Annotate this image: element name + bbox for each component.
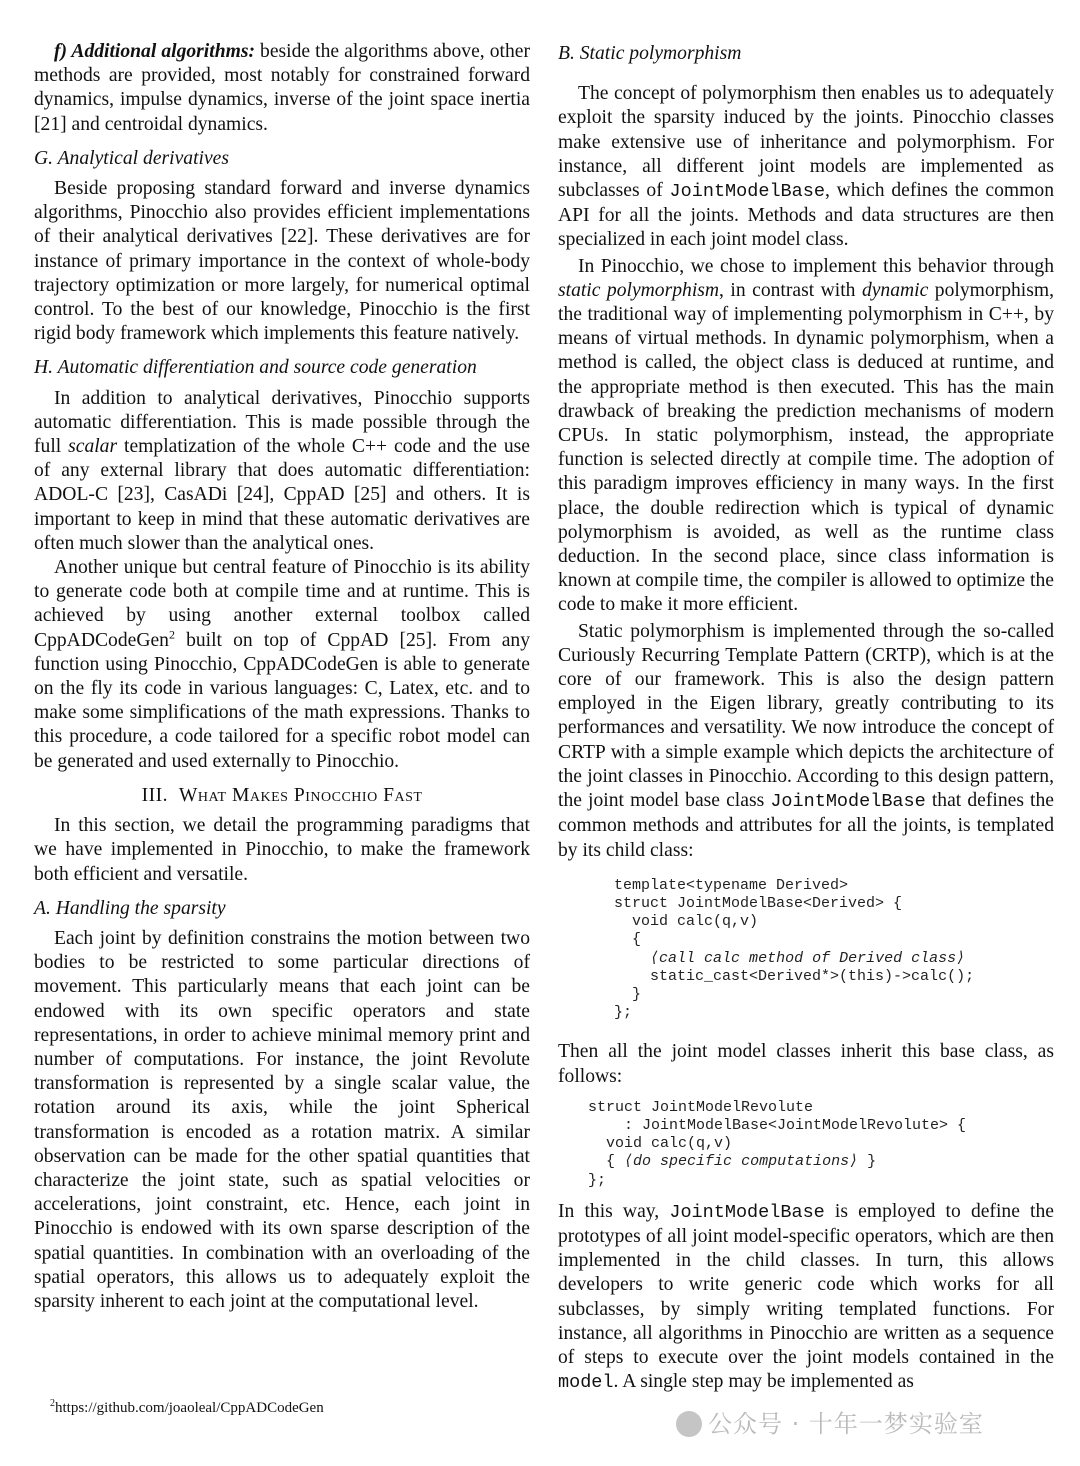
paragraph-section-intro: In this section, we detail the programming paradigms that we have implemented in Pinocchio, to make the framework both efficient and versatile. <box>34 815 530 885</box>
paragraph-polymorphism-concept: The concept of polymorphism then enables us to adequately exploit the sparsity induced by the joints. Pinocchio classes make extensive use of inheritance and polymorphism. For instance, all different joint models are implemented as subclasses of JointModelBase, which defines the common API for all the joints. Methods and data structures are then specialized in each joint model class. <box>558 83 1054 251</box>
subsection-title-analytical-derivatives: G. Analytical derivatives <box>34 147 229 169</box>
subsection-title-static-polymorphism: B. Static polymorphism <box>558 43 742 64</box>
footnote-marker: 2 <box>168 627 175 642</box>
paragraph-additional-algorithms: f) Additional algorithms: beside the algorithms above, other methods are provided, most notably for constrained forward dynamics, impulse dynamics, inverse of the joint space inertia [21] and centroidal dynamics. <box>34 41 530 135</box>
code-comment: ⟨do specific computations⟩ <box>624 1153 859 1171</box>
paragraph-inherit: Then all the joint model classes inherit this base class, as follows: <box>558 1041 1054 1087</box>
paragraph-static-vs-dynamic: In Pinocchio, we chose to implement this behavior through static polymorphism, in contrast with dynamic polymorphism, the traditional way of implementing polymorphism in C++, by means of virtual methods. In dynamic polymorphism, when a method is called, the object class is deduced at runtime, and the appropriate method is then executed. This has the main drawback of breaking the prediction mechanisms of modern CPUs. In static polymorphism, instead, the appropriate function is selected directly at compile time. The adoption of this paradigm improves efficiency in many ways. In the first place, the double redirection which is typical of dynamic polymorphism is avoided, as well as the runtime class deduction. In the second place, since class information is known at compile time, the compiler is allowed to optimize the code to make it more efficient. <box>558 255 1054 616</box>
watermark: 公众号 · 十年一梦实验室 <box>676 1404 984 1439</box>
footnote-url: https://github.com/joaoleal/CppADCodeGen <box>55 1400 324 1416</box>
section-title-what-makes-pinocchio-fast: III. What Makes Pinocchio Fast <box>141 784 423 806</box>
paragraph-generic-code: In this way, JointModelBase is employed to define the prototypes of all joint model-specific operators, which are then implemented in the child classes. In turn, this allows developers to write generic code which works for all subclasses, by simply writing templated functions. For instance, all algorithms in Pinocchio are written as a sequence of steps to execute over the joint models contained in the model. A single step may be implemented as <box>558 1200 1054 1394</box>
paragraph-analytical-derivatives: Beside proposing standard forward and inverse dynamics algorithms, Pinocchio also provides efficient implementations of their analytical derivatives [22]. These derivatives are for instance of primary importance in the context of whole-body trajectory optimization or more largely, for numerical optimal control. To the best of our knowledge, Pinocchio is the first rigid body framework which implements this feature natively. <box>34 178 530 345</box>
run-in-heading: f) Additional algorithms: <box>54 41 255 62</box>
paragraph-autodiff-1: In addition to analytical derivatives, Pinocchio supports automatic differentiation. This is made possible through the full scalar templatization of the whole C++ code and the use of any external library that does automatic differentiation: ADOL-C [23], CasADi [24], CppAD [25] and others. It is important to keep in mind that these automatic derivatives are often much slower than the analytical ones. <box>34 387 531 554</box>
paragraph-handling-sparsity: Each joint by definition constrains the motion between two bodies to be restricted to some particular directions of movement. This particularly means that each joint can be endowed with its own specific operators and state representations, in order to achieve minimal memory print and number of computations. For instance, the joint Revolute transformation is represented by a single scalar value, the rotation around its axis, while the joint Spherical transformation is encoded as a rotation matrix. A similar observation can be made for the other spatial quantities that characterize the joint state, such as spatial velocities or accelerations, joint constraint, etc. Hence, each joint in Pinocchio is endowed with its own sparse description of the spatial quantities. In combination with an overloading of the spatial operators, this allows us to adequately exploit the sparsity inherent to each joint at the computational level. <box>34 927 530 1312</box>
subsection-title-automatic-differentiation: H. Automatic differentiation and source code generation <box>34 357 477 379</box>
footnote: $^2$https://github.com/joaoleal/CppADCodeGen <box>50 1398 324 1416</box>
wechat-icon <box>676 1411 702 1437</box>
code-comment: ⟨call calc method of Derived class⟩ <box>650 949 966 967</box>
code-block-base-class: template<typename Derived> struct JointModelBase<Derived> { void calc(q,v) { ⟨call calc method of Derived class⟩ static_cast<Derived*>(this)->calc(); } }; <box>614 876 975 1022</box>
paragraph-autodiff-2: Another unique but central feature of Pinocchio is its ability to generate code both at compile time and at runtime. This is achieved by using another external toolbox called CppADCodeGen$^2$ built on top of CppAD [25]. From any function using Pinocchio, CppADCodeGen is able to generate on the fly its code in various languages: C, Latex, etc. and to make some simplifications of the math expressions. Thanks to this procedure, a code tailored for a specific robot model can be generated and used externally to Pinocchio. <box>34 557 530 772</box>
paragraph-crtp: Static polymorphism is implemented through the so-called Curiously Recurring Template Pattern (CRTP), which is at the core of our framework. This is also the design pattern employed in the Eigen library, greatly contributing to its performances and versatility. We now introduce the concept of CRTP with a simple example which depicts the architecture of the joint classes in Pinocchio. According to this design pattern, the joint model base class JointModelBase that defines the common methods and attributes for all the joints, is templated by its child class: <box>558 620 1054 861</box>
left-column <box>34 40 530 1314</box>
subsection-title-handling-sparsity: A. Handling the sparsity <box>34 897 226 919</box>
code-block-revolute: struct JointModelRevolute : JointModelBase<JointModelRevolute> { void calc(q,v) { ⟨do specific computations⟩ } }; <box>588 1098 967 1189</box>
right-column <box>558 40 1054 1395</box>
